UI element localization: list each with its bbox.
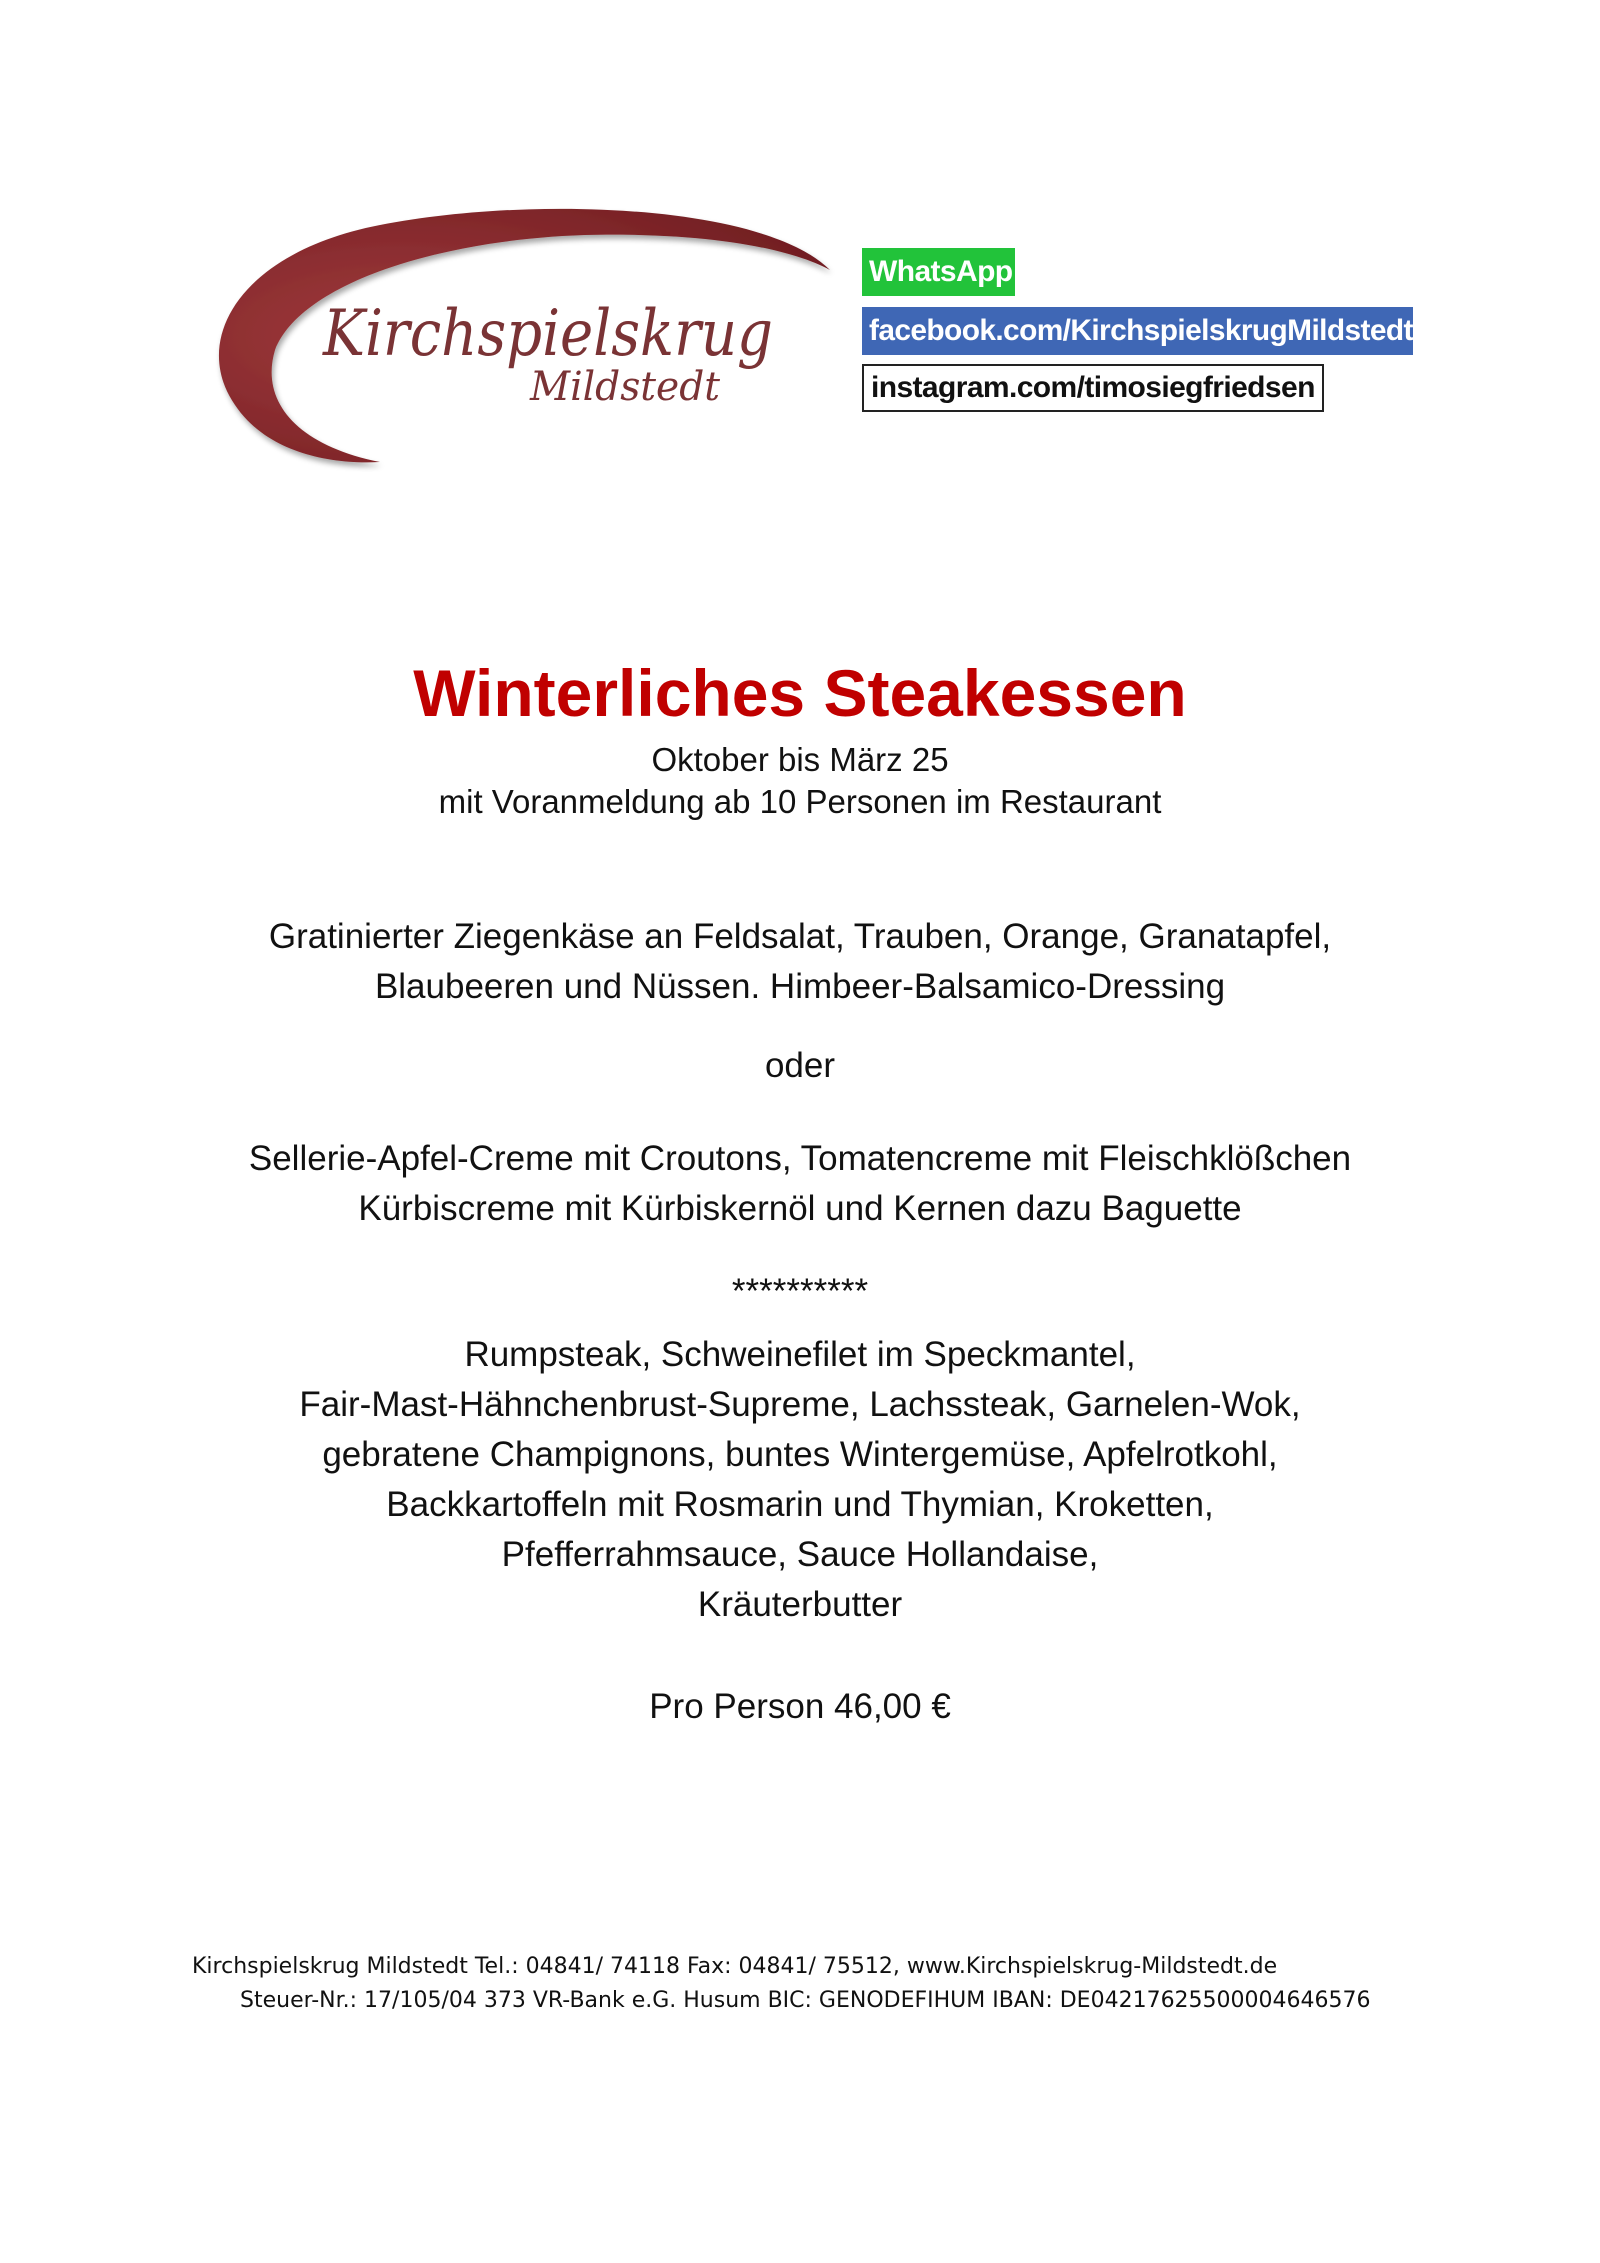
subtitle-reservation: mit Voranmeldung ab 10 Personen im Restaurant <box>438 783 1162 820</box>
footer-bank-details: Steuer-Nr.: 17/105/04 373 VR-Bank e.G. Husum BIC: GENODEFIHUM IBAN: DE04217625500004646576 <box>240 1988 1371 2013</box>
footer-contact: Kirchspielskrug Mildstedt Tel.: 04841/ 74118 Fax: 04841/ 75512, www.Kirchspielskrug-Mildstedt.de <box>192 1954 1278 1979</box>
menu-line: Pfefferrahmsauce, Sauce Hollandaise, <box>501 1535 1099 1574</box>
menu-line: gebratene Champignons, buntes Wintergemüse, Apfelrotkohl, <box>322 1435 1278 1474</box>
instagram-link[interactable]: instagram.com/timosiegfriedsen <box>862 364 1324 412</box>
logo-name-line2: Mildstedt <box>529 364 721 410</box>
separator-oder: oder <box>764 1046 836 1085</box>
starter-option-goat-cheese <box>0 912 1600 1012</box>
menu-line: Sellerie-Apfel-Creme mit Croutons, Tomatencreme mit Fleischklößchen <box>248 1139 1352 1178</box>
menu-line: Kräuterbutter <box>697 1585 903 1624</box>
menu-line: Rumpsteak, Schweinefilet im Speckmantel, <box>464 1335 1136 1374</box>
main-course-list <box>0 1330 1600 1630</box>
restaurant-logo <box>205 200 845 472</box>
separator-stars: ********** <box>731 1272 869 1311</box>
menu-line: Fair-Mast-Hähnchenbrust-Supreme, Lachssteak, Garnelen-Wok, <box>299 1385 1301 1424</box>
subtitle-dates: Oktober bis März 25 <box>651 741 949 778</box>
starter-option-soups <box>0 1134 1600 1234</box>
menu-line: Blaubeeren und Nüssen. Himbeer-Balsamico-Dressing <box>374 967 1226 1006</box>
whatsapp-badge[interactable]: WhatsApp <box>862 248 1015 296</box>
price-per-person: Pro Person 46,00 € <box>649 1687 951 1726</box>
menu-line: Gratinierter Ziegenkäse an Feldsalat, Trauben, Orange, Granatapfel, <box>268 917 1332 956</box>
logo-name-line1: Kirchspielskrug <box>322 297 773 371</box>
logo-swoosh-graphic <box>205 200 845 472</box>
facebook-link[interactable]: facebook.com/KirchspielskrugMildstedt <box>862 307 1413 355</box>
menu-line: Backkartoffeln mit Rosmarin und Thymian, Kroketten, <box>386 1485 1214 1524</box>
menu-line: Kürbiscreme mit Kürbiskernöl und Kernen dazu Baguette <box>358 1189 1242 1228</box>
page-title: Winterliches Steakessen <box>413 656 1187 730</box>
